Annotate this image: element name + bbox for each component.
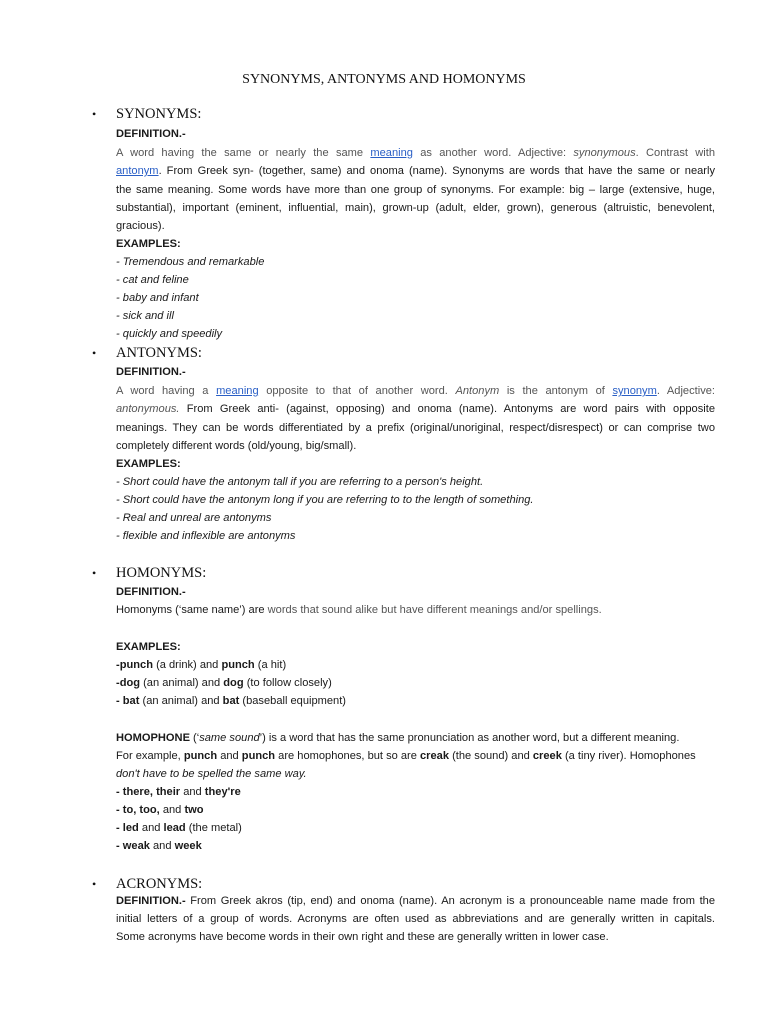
antonyms-examples-label: EXAMPLES: [116, 458, 181, 470]
synonym-example: - quickly and speedily [116, 328, 223, 340]
antonyms-definition-line-1: A word having a meaning opposite to that of another word. Antonym is the antonym of synonym. Adjective: [116, 385, 715, 397]
synonyms-definition-line-5: gracious). [116, 220, 165, 232]
synonyms-definition-line-3: the same meaning. Some words have more than one group of synonyms. For example: big – large (extensive, huge, [116, 184, 715, 196]
antonyms-definition-line-2: antonymous. From Greek anti- (against, opposing) and onoma (name). Antonyms are word pairs with opposite [116, 403, 715, 415]
antonym-example: - Real and unreal are antonyms [116, 512, 272, 524]
homophone-example: - to, too, and two [116, 804, 204, 816]
synonym-example: - Tremendous and remarkable [116, 256, 265, 268]
homonyms-definition: Homonyms (‘same name’) are words that sound alike but have different meanings and/or spellings. [116, 604, 602, 616]
synonym-link[interactable]: synonym [612, 385, 657, 397]
synonym-example: - sick and ill [116, 310, 174, 322]
antonym-example: - flexible and inflexible are antonyms [116, 530, 296, 542]
acronyms-heading: • ACRONYMS: [92, 876, 203, 892]
synonyms-examples-label: EXAMPLES: [116, 238, 181, 250]
antonyms-heading: • ANTONYMS: [92, 345, 202, 361]
bullet-icon: • [92, 346, 97, 360]
antonyms-definition-line-3: meanings. They can be words differentiated by a prefix (original/unoriginal, respect/disrespect) or can comprise two [116, 422, 715, 434]
acronyms-definition-line-1: DEFINITION.- From Greek akros (tip, end) and onoma (name). An acronym is a pronounceable name made from the [116, 895, 715, 907]
homophone-example: - there, their and they're [116, 786, 241, 798]
synonyms-definition-label: DEFINITION.- [116, 128, 186, 140]
synonyms-definition-line-1: A word having the same or nearly the same meaning as another word. Adjective: synonymous. Contrast with [116, 147, 715, 159]
antonyms-definition-line-4: completely different words (old/young, big/small). [116, 440, 357, 452]
homonyms-heading: • HOMONYMS: [92, 565, 207, 581]
homophone-example: - weak and week [116, 840, 202, 852]
synonym-example: - baby and infant [116, 292, 199, 304]
homonym-example: -punch (a drink) and punch (a hit) [116, 659, 287, 671]
document-title: SYNONYMS, ANTONYMS AND HOMONYMS [242, 72, 526, 87]
homophone-definition-line-2: For example, punch and punch are homophones, but so are creak (the sound) and creek (a tiny river). Homophones [116, 750, 696, 762]
homophone-definition-line-3: don't have to be spelled the same way. [116, 768, 307, 780]
antonym-link[interactable]: antonym [116, 165, 159, 177]
meaning-link[interactable]: meaning [370, 147, 413, 159]
antonym-example: - Short could have the antonym long if you are referring to to the length of something. [116, 494, 534, 506]
homonyms-examples-label: EXAMPLES: [116, 641, 181, 653]
homonym-example: - bat (an animal) and bat (baseball equipment) [116, 695, 346, 707]
synonyms-definition-line-2: antonym. From Greek syn- (together, same) and onoma (name). Synonyms are words that have the same or nearly [116, 165, 715, 177]
synonyms-heading: • SYNONYMS: [92, 106, 202, 122]
homophone-example: - led and lead (the metal) [116, 822, 242, 834]
meaning-link[interactable]: meaning [216, 385, 259, 397]
bullet-icon: • [92, 566, 97, 580]
acronyms-definition-line-2: initial letters of a group of words. Acronyms are often used as abbreviations and are generally written in capitals. [116, 913, 715, 925]
homonyms-definition-label: DEFINITION.- [116, 586, 186, 598]
synonym-example: - cat and feline [116, 274, 189, 286]
antonyms-definition-label: DEFINITION.- [116, 366, 186, 378]
bullet-icon: • [92, 877, 97, 891]
homonym-example: -dog (an animal) and dog (to follow closely) [116, 677, 332, 689]
synonyms-definition-line-4: substantial), important (eminent, influential, main), grown-up (adult, elder, grown), generous (altruistic, benevolent, [116, 202, 715, 214]
antonym-example: - Short could have the antonym tall if you are referring to a person's height. [116, 476, 484, 488]
homophone-definition-line-1: HOMOPHONE (‘same sound’) is a word that has the same pronunciation as another word, but a different meaning. [116, 732, 680, 744]
acronyms-definition-line-3: Some acronyms have become words in their own right and these are generally written in lower case. [116, 931, 609, 943]
bullet-icon: • [92, 107, 97, 121]
